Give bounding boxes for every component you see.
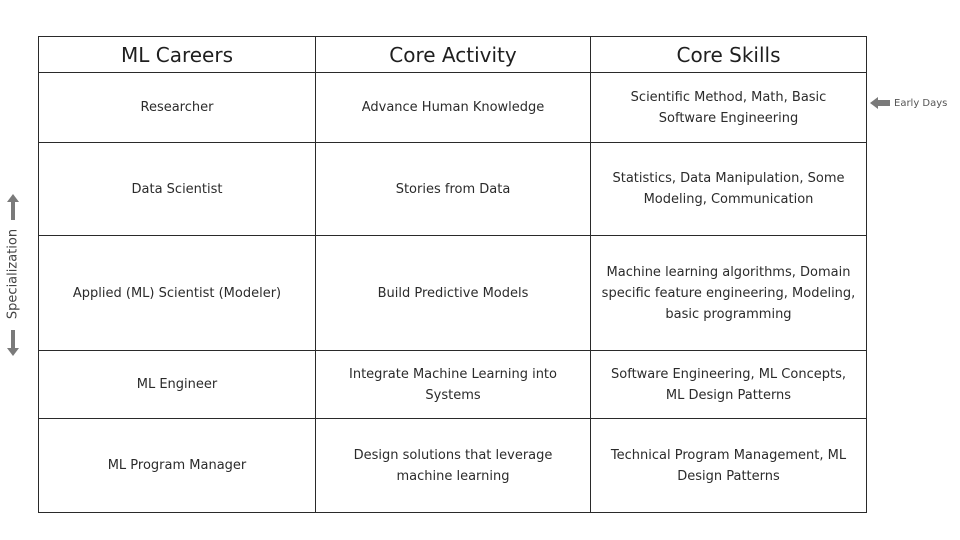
specialization-axis: [1, 194, 41, 354]
table-row: [39, 73, 867, 143]
skills-cell: Scientific Method, Math, Basic Software Engineering: [591, 73, 867, 143]
arrow-left-icon: [870, 97, 890, 109]
ml-careers-table: [38, 36, 867, 513]
header-row: [39, 37, 867, 73]
early-days-label: Early Days: [894, 97, 948, 109]
specialization-label: Specialization: [5, 228, 21, 320]
header-core-skills: Core Skills: [591, 37, 867, 73]
activity-cell: Stories from Data: [316, 143, 591, 236]
skills-cell: Machine learning algorithms, Domain specific feature engineering, Modeling, basic programming: [591, 236, 867, 351]
arrow-up-icon: [7, 194, 19, 220]
activity-cell: Advance Human Knowledge: [316, 73, 591, 143]
skills-cell: Statistics, Data Manipulation, Some Modeling, Communication: [591, 143, 867, 236]
activity-cell: Build Predictive Models: [316, 236, 591, 351]
career-cell: ML Engineer: [39, 351, 316, 419]
table-row: [39, 419, 867, 513]
skills-cell: Software Engineering, ML Concepts, ML Design Patterns: [591, 351, 867, 419]
career-cell: ML Program Manager: [39, 419, 316, 513]
arrow-down-icon: [7, 330, 19, 356]
table-row: [39, 236, 867, 351]
table-row: [39, 143, 867, 236]
skills-cell: Technical Program Management, ML Design Patterns: [591, 419, 867, 513]
header-core-activity: Core Activity: [316, 37, 591, 73]
early-days-marker: [870, 97, 947, 109]
table-row: [39, 351, 867, 419]
activity-cell: Integrate Machine Learning into Systems: [316, 351, 591, 419]
career-cell: Applied (ML) Scientist (Modeler): [39, 236, 316, 351]
activity-cell: Design solutions that leverage machine learning: [316, 419, 591, 513]
header-ml-careers: ML Careers: [39, 37, 316, 73]
career-cell: Researcher: [39, 73, 316, 143]
career-cell: Data Scientist: [39, 143, 316, 236]
